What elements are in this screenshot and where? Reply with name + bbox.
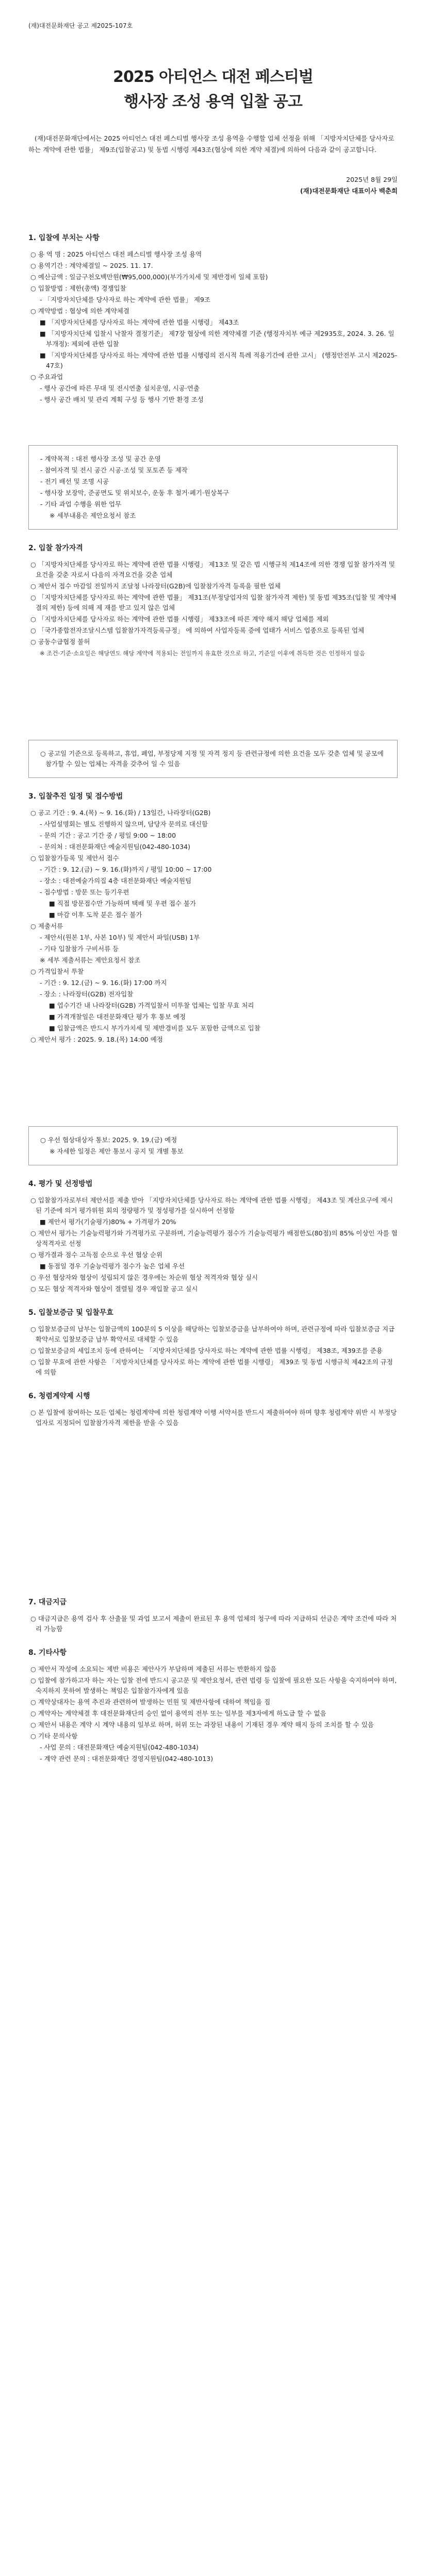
list-item: ■ 「지방자치단체를 당사자로 하는 계약에 관한 법률 시행령의 전시적 특례 적용기간에 관한 고시」 (행정안전부 고시 제2025-47호) bbox=[40, 351, 398, 369]
section-4-items bbox=[28, 1195, 398, 1294]
date-block bbox=[28, 174, 398, 197]
list-item: ○ 제안서 접수 마감일 전일까지 조달청 나라장터(G2B)에 입찰참가자격 등록을 필한 업체 bbox=[30, 582, 281, 590]
list-item: ○ 「지방자치단체를 당사자로 하는 계약에 관한 법률」 제31조(부정당업자의 입찰 참가자격 제한) 및 동법 제35조(입찰 및 계약체결의 제한) 등에 의해 제 재를 받고 있지 않은 업체 bbox=[30, 594, 397, 612]
list-item: ※ 세부 제출서류는 제안요청서 참조 bbox=[40, 956, 141, 964]
list-item: - 장소 : 나라장터(G2B) 전자입찰 bbox=[40, 990, 134, 998]
list-item: ○ 입찰 무효에 관한 사항은 「지방자치단체를 당사자로 하는 계약에 관한 법률 시행령」 제39조 및 동법 시행규칙 제42조의 규정에 의함 bbox=[30, 1358, 393, 1376]
list-item: - 기타 입찰참가 구비서류 등 bbox=[40, 945, 119, 953]
section-6-title: 6. 청렴계약제 시행 bbox=[28, 1392, 90, 1400]
section-8-items bbox=[28, 1664, 398, 1764]
notice-number: (재)대전문화재단 공고 제2025-107호 bbox=[28, 22, 133, 29]
list-item: ■ 직접 방문접수만 가능하며 택배 및 우편 접수 불가 bbox=[49, 900, 196, 907]
list-item: ○ 「지방자치단체를 당사자로 하는 계약에 관한 법률 시행령」 제13조 및 같은 법 시행규칙 제14조에 의한 경쟁 입찰 참가자격 및 요건을 갖춘 자로서 다음의 자격요건을 갖춘 업체 bbox=[30, 561, 395, 579]
section-2-box bbox=[28, 740, 398, 778]
list-item: ■ 마감 이후 도착 분은 접수 불가 bbox=[49, 911, 142, 919]
list-item: ○ 입찰보증금의 납부는 입찰금액의 100분의 5 이상을 해당하는 입찰보증금을 납부하여야 하며, 관련규정에 따라 입찰보증금 지급확약서로 입찰보증금 납부 확약서로 대체할 수 있음 bbox=[30, 1325, 395, 1343]
section-4-title: 4. 평가 및 선정방법 bbox=[28, 1180, 93, 1188]
section-5-items bbox=[28, 1324, 398, 1378]
list-item: - 계약 관련 문의 : 대전문화재단 경영지원팀(042-480-1013) bbox=[40, 1755, 214, 1762]
list-item: ○ 우선 협상대상자 통보: 2025. 9. 19.(금) 예정 bbox=[40, 1136, 177, 1144]
list-item: ○ 가격입찰서 투찰 bbox=[30, 968, 84, 975]
list-item: ○ 입찰방법 : 제한(총액) 경쟁입찰 bbox=[30, 284, 126, 292]
list-item: ■ 동점일 경우 기술능력평가 점수가 높은 업체 우선 bbox=[40, 1262, 185, 1270]
list-item: ※ 세부내용은 제안요청서 참조 bbox=[50, 512, 136, 519]
list-item: - 계약목적 : 대전 행사장 조성 및 공간 운영 bbox=[40, 455, 161, 463]
list-item: ■ 「지방자치단체를 당사자로 하는 계약에 관한 법률 시행령」 제43조 bbox=[40, 318, 239, 326]
list-item: ○ 용 역 명 : 2025 아티언스 대전 페스티벌 행사장 조성 용역 bbox=[30, 250, 202, 258]
list-item: ○ 본 입찰에 참여하는 모든 업체는 청렴계약에 의한 청렴계약 이행 서약서를 반드시 제출하여야 하며 향후 청렴계약 위반 시 부정당업자로 지정되어 입찰참가자격 제한을 받을 수 있음 bbox=[30, 1409, 397, 1427]
list-item: ○ 우선 협상자와 협상이 성립되지 않은 경우에는 차순위 협상 적격자와 협상 실시 bbox=[30, 1274, 258, 1281]
list-item: ■ 제안서 평가(기술평가)80% + 가격평가 20% bbox=[40, 1218, 176, 1226]
section-3-title: 3. 입찰추진 일정 및 접수방법 bbox=[28, 792, 123, 801]
section-1-box bbox=[28, 445, 398, 530]
list-item: ■ 가격개찰일은 대전문화재단 평가 후 통보 예정 bbox=[49, 1013, 186, 1021]
list-item: ○ 입찰에 참가하고자 하는 자는 입찰 전에 반드시 공고문 및 제안요청서, 관련 법령 등 입찰에 필요한 모든 사항을 숙지하여야 하며, 숙지하지 못하여 발생하는 책임은 입찰참가자에게 있음 bbox=[30, 1676, 397, 1694]
list-item: ○ 모든 협상 적격자와 협상이 결렬될 경우 재입찰 공고 실시 bbox=[30, 1285, 198, 1293]
list-item: ○ 제안서 평가는 기술능력평가와 가격평가로 구분하며, 기술능력평가 점수가 기술능력평가 배점한도(80점)의 85% 이상인 자를 협상적격자로 선정 bbox=[30, 1229, 398, 1247]
list-item: ○ 입찰참가자로부터 제안서를 제출 받아 「지방자치단체를 당사자로 하는 계약에 관한 법률 시행령」 제43조 및 계산요구에 제시된 기준에 의거 평가위원 회의 정량평가 및 정성평가를 실시하여 선정함 bbox=[30, 1196, 394, 1214]
section-1-items bbox=[28, 249, 398, 405]
list-item: - 사업 문의 : 대전문화재단 예술지원팀(042-480-1034) bbox=[40, 1743, 199, 1751]
list-item: - 문의 기간 : 공고 기간 중 / 평일 9:00 ~ 18:00 bbox=[40, 832, 176, 839]
list-item: ○ 제안서 평가 : 2025. 9. 18.(목) 14:00 예정 bbox=[30, 1036, 163, 1043]
section-5-title: 5. 입찰보증금 및 입찰무효 bbox=[28, 1309, 113, 1317]
list-item: - 제안서(원본 1부, 사본 10부) 및 제안서 파일(USB) 1부 bbox=[40, 934, 200, 941]
list-item: ■ 「지방자치단체 입찰시 낙찰자 결정기준」 제7장 협상에 의한 계약체결 기준 (행정자치부 예규 제2935호, 2024. 3. 26. 일부개정): 제외에 관한 입찰 bbox=[40, 330, 395, 348]
list-item: ○ 대금지급은 용역 검사 후 산출물 및 과업 보고서 제출이 완료된 후 용역 업체의 청구에 따라 지급하되 선금은 계약 조건에 따라 처리 가능함 bbox=[30, 1615, 397, 1633]
list-item: - 「지방자치단체를 당사자로 하는 계약에 관한 법률」 제9조 bbox=[40, 296, 210, 303]
list-item: ○ 「국가종합전자조달시스템 입찰참가자격등록규정」 에 의하여 사업자등록 증에 업태가 서비스 업종으로 등록된 업체 bbox=[30, 626, 365, 634]
list-item: - 기타 과업 수행을 위한 업무 bbox=[40, 500, 122, 508]
list-item: ○ 용역기간 : 계약체결일 ~ 2025. 11. 17. bbox=[30, 262, 153, 269]
section-6-items bbox=[28, 1408, 398, 1428]
list-item: - 문의처 : 대전문화재단 예술지원팀(042-480-1034) bbox=[40, 843, 190, 851]
list-item: ■ 입찰금액은 반드시 부가가치세 및 제반경비를 모두 포함한 금액으로 입찰 bbox=[49, 1024, 260, 1032]
list-item: ○ 평가결과 점수 고득점 순으로 우선 협상 순위 bbox=[30, 1251, 163, 1259]
section-3-items bbox=[28, 808, 398, 1045]
list-item: ○ 「지방자치단체를 당사자로 하는 계약에 관한 법률 시행령」 제33조에 따른 계약 해지 해당 업체를 제외 bbox=[30, 615, 329, 623]
list-item: - 접수방법 : 방문 또는 등기우편 bbox=[40, 888, 129, 896]
list-item: ○ 입찰참가등록 및 제안서 접수 bbox=[30, 854, 119, 862]
list-item: ○ 계약상대자는 용역 추진과 관련하여 발생하는 민원 및 제반사항에 대하여 책임을 짐 bbox=[30, 1698, 271, 1706]
section-8-title: 8. 기타사항 bbox=[28, 1649, 67, 1657]
list-item: ○ 입찰보증금의 세입조치 등에 관하여는 「지방자치단체를 당사자로 하는 계약에 관한 법률 시행령」 제38조, 제39조를 준용 bbox=[30, 1347, 383, 1354]
list-item: - 사업설명회는 별도 진행하지 않으며, 담당자 문의로 대신함 bbox=[40, 820, 208, 828]
section-7-title: 7. 대금지급 bbox=[28, 1598, 67, 1606]
list-item: ○ 공고 기간 : 9. 4.(목) ~ 9. 16.(화) / 13일간, 나라장터(G2B) bbox=[30, 809, 211, 817]
list-item: - 기간 : 9. 12.(금) ~ 9. 16.(화)까지 / 평일 10:00 ~ 17:00 bbox=[40, 866, 212, 873]
title-line-2: 행사장 조성 용역 입찰 공고 bbox=[124, 93, 302, 111]
title-line-1: 2025 아티언스 대전 페스티벌 bbox=[113, 68, 313, 86]
list-item: ※ 조건·기준·소요일은 해당연도 해당 계약에 적용되는 전일까지 유효한 것으로 하고, 기준일 이후에 취득한 것은 인정하지 않음 bbox=[40, 650, 365, 657]
list-item: ※ 자세한 일정은 제안 통보시 공지 및 개별 통보 bbox=[50, 1147, 184, 1155]
list-item: ○ 공동수급협정 불허 bbox=[30, 638, 90, 646]
section-1-title: 1. 입찰에 부치는 사항 bbox=[28, 234, 100, 242]
list-item: ○ 공고일 기준으로 등록하고, 휴업, 폐업, 부정당제 지정 및 자격 정지 등 관련규정에 의한 요건을 모두 갖춘 업체 및 공모에 참가할 수 있는 업체는 자격을 갖추어 일 수 있음 bbox=[40, 750, 384, 768]
document bbox=[28, 21, 398, 1765]
section-2-title: 2. 입찰 참가자격 bbox=[28, 544, 83, 552]
list-item: ○ 계약방법 : 협상에 의한 계약체결 bbox=[30, 307, 129, 315]
list-item: ○ 제안서 작성에 소요되는 제반 비용은 제안사가 부담하며 제출된 서류는 반환하지 않음 bbox=[30, 1665, 277, 1673]
list-item: ○ 주요과업 bbox=[30, 373, 63, 381]
section-2-items bbox=[28, 560, 398, 658]
intro-paragraph: (재)대전문화재단에서는 2025 아티언스 대전 페스티벌 행사장 조성 용역을 수행할 업체 선정을 위해 「지방자치단체를 당사자로 하는 계약에 관한 법률」 제9조(입찰공고) 및 동법 시행령 제43조(협상에 의한 계약 체결)에 의하여 다음과 같이 공고합니다. bbox=[28, 134, 395, 154]
list-item: ■ 업수기간 내 나라장터(G2B) 가격입찰서 미투찰 업체는 입찰 무효 처리 bbox=[49, 1002, 254, 1009]
list-item: ○ 계약자는 계약체결 후 대전문화재단의 승인 없이 용역의 전부 또는 일부를 제3자에게 하도급 할 수 없음 bbox=[30, 1709, 326, 1717]
page-title bbox=[28, 67, 398, 112]
section-7-items bbox=[28, 1614, 398, 1634]
list-item: - 행사 공간 배치 및 관리 계획 구성 등 행사 기반 환경 조성 bbox=[40, 396, 204, 403]
list-item: - 참여자격 및 전시 공간 시공·조성 및 포토존 등 제작 bbox=[40, 466, 188, 474]
issuing-org: (재)대전문화재단 대표이사 백춘희 bbox=[300, 187, 398, 195]
list-item: - 기간 : 9. 12.(금) ~ 9. 16.(화) 17:00 까지 bbox=[40, 979, 167, 987]
list-item: - 전기 배선 및 조명 시공 bbox=[40, 478, 109, 485]
notice-date: 2025년 8월 29일 bbox=[346, 176, 398, 183]
list-item: ○ 예산금액 : 일금구천오백만원(₩95,000,000)(부가가치세 및 제반경비 일체 포함) bbox=[30, 273, 268, 281]
list-item: ○ 제출서류 bbox=[30, 922, 63, 930]
list-item: - 장소 : 대전예술가의집 4층 대전문화재단 예술지원팀 bbox=[40, 877, 192, 885]
list-item: ○ 기타 문의사항 bbox=[30, 1732, 78, 1740]
list-item: ○ 제안서 내용은 계약 시 계약 내용의 일부로 하며, 허위 또는 과장된 내용이 기재된 경우 계약 해지 등의 조치를 할 수 있음 bbox=[30, 1721, 374, 1728]
section-3-box bbox=[28, 1126, 398, 1165]
list-item: - 행사장 보장막, 준공면도 및 위치보수, 운동 후 철거·폐기·원상복구 bbox=[40, 489, 230, 497]
list-item: - 행사 공간에 따른 무대 및 전시연출 설치운영, 시공·연출 bbox=[40, 384, 200, 392]
